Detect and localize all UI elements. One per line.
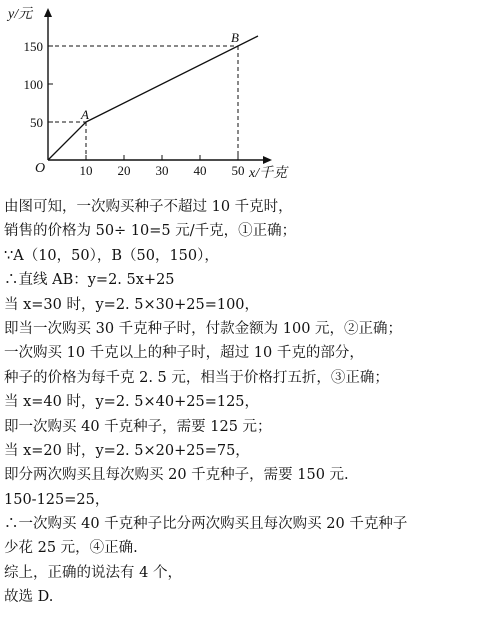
origin-label: O (35, 161, 46, 176)
y-tick-label-100: 100 (23, 77, 43, 92)
solution-line: 即一次购买 40 千克种子，需要 125 元； (4, 418, 272, 435)
solution-line: 当 x=30 时，y=2. 5×30+25=100， (4, 296, 260, 313)
y-axis-label: y/元 (8, 7, 33, 22)
x-axis-label: x/千克 (249, 166, 288, 181)
x-tick-label-30: 30 (155, 163, 169, 178)
solution-line: 由图可知，一次购买种子不超过 10 千克时， (4, 199, 293, 215)
solution-line: 综上，正确的说法有 4 个， (4, 564, 182, 581)
solution-line: 故选 D. (4, 589, 54, 606)
solution-text (4, 195, 492, 610)
y-axis-arrow (44, 8, 52, 17)
solution-line: ∴一次购买 40 千克种子比分两次购买且每次购买 20 千克种子 (4, 516, 408, 533)
point-b-label: B (231, 30, 239, 45)
solution-line: 即当一次购买 30 千克种子时，付款金额为 100 元，②正确； (4, 320, 403, 337)
solution-line: 即分两次购买且每次购买 20 千克种子，需要 150 元. (4, 467, 349, 484)
x-axis-arrow (263, 156, 272, 164)
x-tick-label-40: 40 (193, 163, 207, 178)
y-tick-label-50: 50 (30, 115, 43, 130)
segment-oa (48, 122, 86, 160)
solution-line: ∵A（10，50），B（50，150）， (4, 247, 219, 264)
solution-line: 一次购买 10 千克以上的种子时，超过 10 千克的部分， (4, 345, 364, 362)
solution-line: 150-125=25， (4, 491, 110, 508)
solution-line: 销售的价格为 50÷ 10=5 元/千克，①正确； (4, 223, 297, 240)
solution-line: 种子的价格为每千克 2. 5 元，相当于价格打五折，③正确； (4, 369, 389, 386)
solution-line: 当 x=40 时，y=2. 5×40+25=125， (4, 394, 260, 411)
point-a-label: A (81, 107, 89, 122)
solution-line: 当 x=20 时，y=2. 5×20+25=75， (4, 442, 250, 459)
solution-line: 少花 25 元，④正确. (4, 540, 138, 557)
segment-ab (86, 36, 258, 122)
x-tick-label-10: 10 (79, 163, 93, 178)
y-tick-label-150: 150 (23, 39, 43, 54)
price-graph (0, 0, 300, 195)
x-tick-label-50: 50 (231, 163, 245, 178)
x-tick-label-20: 20 (117, 163, 131, 178)
solution-line: ∴直线 AB：y=2. 5x+25 (4, 272, 175, 289)
